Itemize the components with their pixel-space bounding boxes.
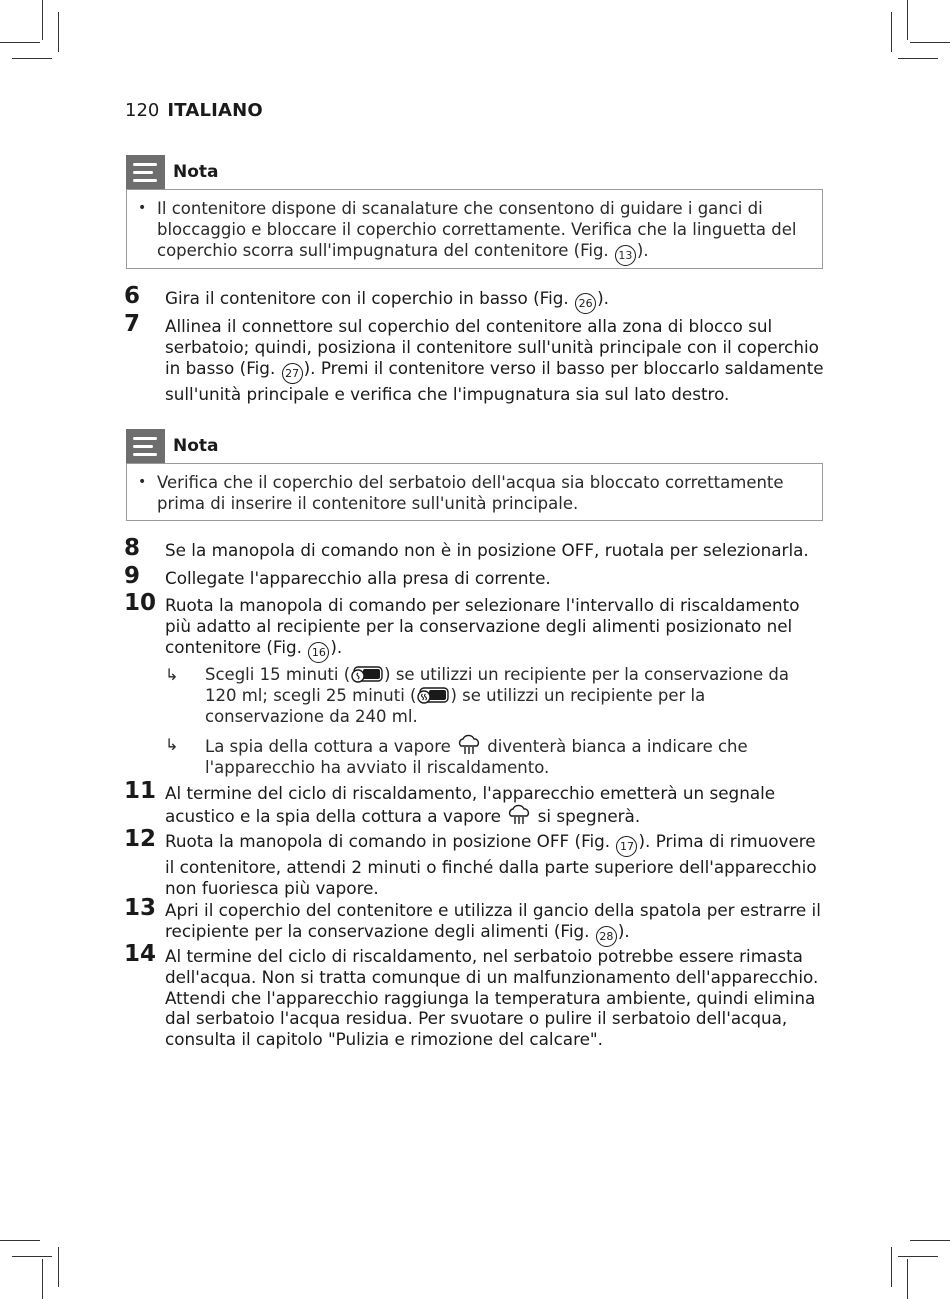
step-text (165, 316, 824, 404)
step-number: 11 (124, 778, 157, 804)
steam-cloud-icon (456, 734, 482, 756)
step-text-part: ). (617, 920, 630, 941)
step-text-part: ). (330, 636, 343, 657)
section-title: ITALIANO (167, 100, 263, 121)
step-text-part: ). Premi il contenitore verso il basso per bloccarlo saldamente sull'unità principale e verifica che l'impugnatura sia sul lato destro. (165, 357, 824, 404)
crop-mark (12, 1256, 52, 1257)
note-icon (126, 155, 165, 189)
crop-mark (42, 1259, 43, 1299)
result-text-part: La spia della cottura a vapore (205, 737, 457, 756)
step-8 (124, 535, 824, 561)
crop-mark (898, 58, 938, 59)
page-number: 120 (125, 100, 160, 121)
step-text (165, 900, 824, 947)
steam-cloud-icon (506, 804, 532, 826)
crop-mark (58, 12, 59, 52)
step-text (165, 595, 824, 663)
step-6 (124, 283, 824, 314)
page-header (125, 100, 263, 121)
step-text-part: si spegnerà. (532, 805, 641, 826)
step-10 (124, 590, 824, 663)
crop-mark (891, 12, 892, 52)
note-label: Nota (173, 436, 219, 456)
step-9 (124, 563, 824, 589)
note-icon (126, 429, 165, 463)
double-jar-timer-icon (416, 685, 450, 705)
result-text (205, 664, 825, 727)
step-text-part: Apri il coperchio del contenitore e utilizza il gancio della spatola per estrarre il recipiente per la conservazione degli alimenti (Fig. (165, 900, 821, 941)
step-number: 6 (124, 283, 141, 309)
step-text-part: Gira il contenitore con il coperchio in basso (Fig. (165, 288, 575, 308)
result-item (165, 734, 825, 778)
single-jar-timer-icon (350, 664, 384, 684)
step-14 (124, 941, 824, 1050)
figure-ref: 17 (616, 836, 637, 857)
result-text (205, 734, 825, 778)
result-text-part: ) se utilizzi un recipiente per la conservazione da 120 ml; scegli 25 minuti ( (205, 665, 789, 705)
crop-mark (0, 1240, 40, 1241)
step-text (165, 288, 824, 314)
crop-mark (12, 58, 52, 59)
crop-mark (907, 0, 908, 40)
crop-mark (898, 1256, 938, 1257)
step-text-part: ). Prima di rimuovere il contenitore, attendi 2 minuti o finché dalla parte superiore dell'apparecchio non fuoriesca più vapore. (165, 831, 817, 898)
step-text-part: Al termine del ciclo di riscaldamento, l'apparecchio emetterà un segnale acustico e la spia della cottura a vapore (165, 783, 776, 826)
result-item (165, 664, 825, 727)
result-text-part: ) se utilizzi un recipiente per la conservazione da 240 ml. (205, 686, 706, 726)
crop-mark (58, 1247, 59, 1287)
step-text: Collegate l'apparecchio alla presa di corrente. (165, 568, 551, 588)
step-number: 13 (124, 895, 157, 921)
step-text (165, 831, 824, 899)
result-text-part: Scegli 15 minuti ( (205, 665, 351, 684)
step-text-part: Allinea il connettore sul coperchio del contenitore alla zona di blocco sul serbatoio; quindi, posiziona il contenitore sull'unità principale con il coperchio in basso (Fig. (165, 316, 819, 378)
step-text-part: Ruota la manopola di comando per selezionare l'intervallo di riscaldamento più adatto al recipiente per la conservazione degli alimenti posizionato nel contenitore (Fig. (165, 595, 800, 657)
step-number: 7 (124, 311, 141, 337)
figure-ref: 28 (596, 926, 617, 947)
crop-mark (0, 42, 40, 43)
result-arrow-icon: ↳ (165, 665, 179, 684)
note-box (126, 463, 823, 521)
figure-ref: 16 (308, 642, 329, 663)
result-text-part: diventerà bianca a indicare che l'apparecchio ha avviato il riscaldamento. (205, 737, 748, 777)
step-number: 9 (124, 563, 141, 589)
note-heading (126, 155, 219, 189)
note-text-end: ). (636, 241, 649, 260)
figure-ref: 13 (615, 245, 636, 266)
result-arrow-icon: ↳ (165, 735, 179, 754)
note-text: Verifica che il coperchio del serbatoio dell'acqua sia bloccato correttamente prima di inserire il contenitore sull'unità principale. (157, 473, 784, 513)
step-7 (124, 311, 824, 404)
step-11 (124, 778, 824, 827)
bullet: • (138, 474, 147, 490)
crop-mark (42, 0, 43, 40)
figure-ref: 27 (282, 363, 303, 384)
step-number: 8 (124, 535, 141, 561)
step-13 (124, 895, 824, 947)
note-box (126, 189, 823, 269)
step-text (165, 783, 824, 827)
note-heading (126, 429, 219, 463)
step-number: 14 (124, 941, 157, 967)
note-text: Il contenitore dispone di scanalature che consentono di guidare i ganci di bloccaggio e bloccare il coperchio correttamente. Verifica che la linguetta del coperchio scorra sull'impugnatura del contenitore (Fig. (157, 199, 797, 260)
step-text: Al termine del ciclo di riscaldamento, nel serbatoio potrebbe essere rimasta dell'acqua. Non si tratta comunque di un malfunzionamento dell'apparecchio. Attendi che l'apparecchio raggiunga la temperatura ambiente, quindi elimina dal serbatoio l'acqua residua. Per svuotare o pulire il serbatoio dell'acqua, consulta il capitolo "Pulizia e rimozione del calcare". (165, 946, 819, 1050)
figure-ref: 26 (575, 293, 596, 314)
step-text: Se la manopola di comando non è in posizione OFF, ruotala per selezionarla. (165, 540, 809, 560)
bullet: • (138, 200, 147, 216)
step-number: 12 (124, 826, 157, 852)
crop-mark (907, 1259, 908, 1299)
crop-mark (910, 42, 950, 43)
step-text-part: ). (597, 288, 609, 308)
step-number: 10 (124, 590, 157, 616)
step-12 (124, 826, 824, 899)
crop-mark (910, 1240, 950, 1241)
note-label: Nota (173, 162, 219, 182)
step-text-part: Ruota la manopola di comando in posizione OFF (Fig. (165, 831, 616, 851)
crop-mark (891, 1247, 892, 1287)
